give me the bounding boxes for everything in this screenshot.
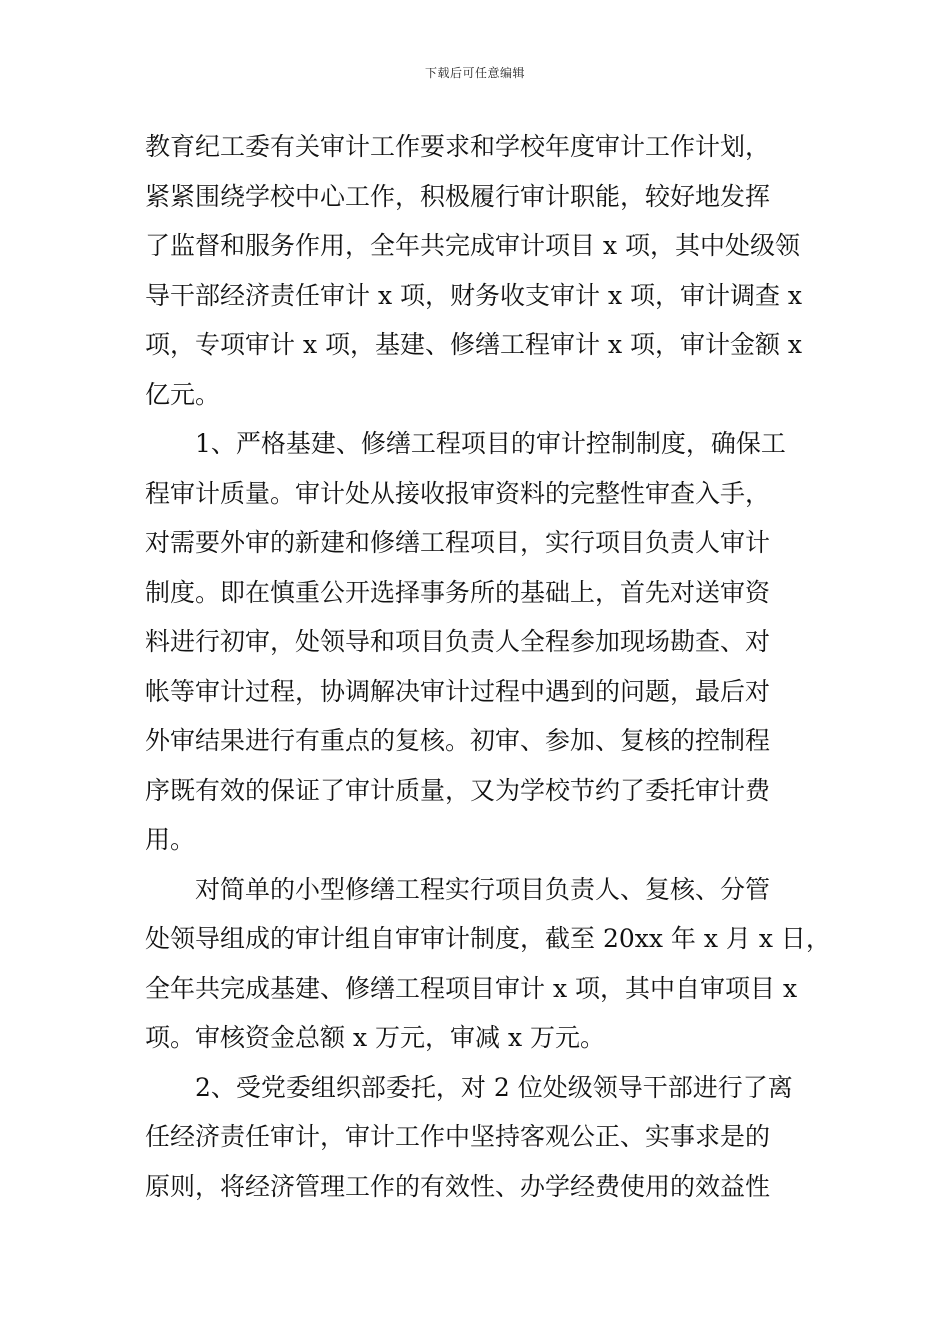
text-line: 原则，将经济管理工作的有效性、办学经费使用的效益性 xyxy=(145,1171,771,1201)
text-line: 外审结果进行有重点的复核。初审、参加、复核的控制程 xyxy=(145,726,771,755)
text-line: 处领导组成的审计组自审审计制度，截至 20xx 年 x 月 x 日， xyxy=(145,924,831,953)
text-line: 帐等审计过程，协调解决审计过程中遇到的问题，最后对 xyxy=(145,676,771,706)
text-line: 序既有效的保证了审计质量，又为学校节约了委托审计费 xyxy=(145,775,771,805)
paragraph-first-line: 2、受党委组织部委托，对 2 位处级领导干部进行了离 xyxy=(195,1072,793,1102)
text-line: 用。 xyxy=(145,825,196,854)
text-line: 程审计质量。审计处从接收报审资料的完整性审查入手， xyxy=(145,478,771,508)
paragraph-first-line: 对简单的小型修缮工程实行项目负责人、复核、分管 xyxy=(195,874,771,904)
text-line: 了监督和服务作用，全年共完成审计项目 x 项，其中处级领 xyxy=(145,231,800,260)
text-line: 项。审核资金总额 x 万元，审减 x 万元。 xyxy=(145,1023,605,1052)
text-line: 制度。即在慎重公开选择事务所的基础上，首先对送审资 xyxy=(145,577,771,607)
text-line: 全年共完成基建、修缮工程项目审计 x 项，其中自审项目 x xyxy=(145,973,798,1003)
text-line: 对需要外审的新建和修缮工程项目，实行项目负责人审计 xyxy=(145,528,771,557)
paragraph-first-line: 1、严格基建、修缮工程项目的审计控制制度，确保工 xyxy=(195,429,786,458)
text-line: 教育纪工委有关审计工作要求和学校年度审计工作计划， xyxy=(145,132,771,161)
body-text xyxy=(145,122,830,1211)
text-line: 紧紧围绕学校中心工作，积极履行审计职能，较好地发挥 xyxy=(145,181,771,211)
text-line: 导干部经济责任审计 x 项，财务收支审计 x 项，审计调查 x xyxy=(145,280,803,310)
text-line: 亿元。 xyxy=(145,379,221,409)
text-line: 任经济责任审计，审计工作中坚持客观公正、实事求是的 xyxy=(145,1122,771,1151)
page-header: 下载后可任意编辑 xyxy=(424,66,525,80)
text-line: 料进行初审，处领导和项目负责人全程参加现场勘查、对 xyxy=(145,627,771,656)
text-line: 项，专项审计 x 项，基建、修缮工程审计 x 项，审计金额 x xyxy=(145,330,803,359)
